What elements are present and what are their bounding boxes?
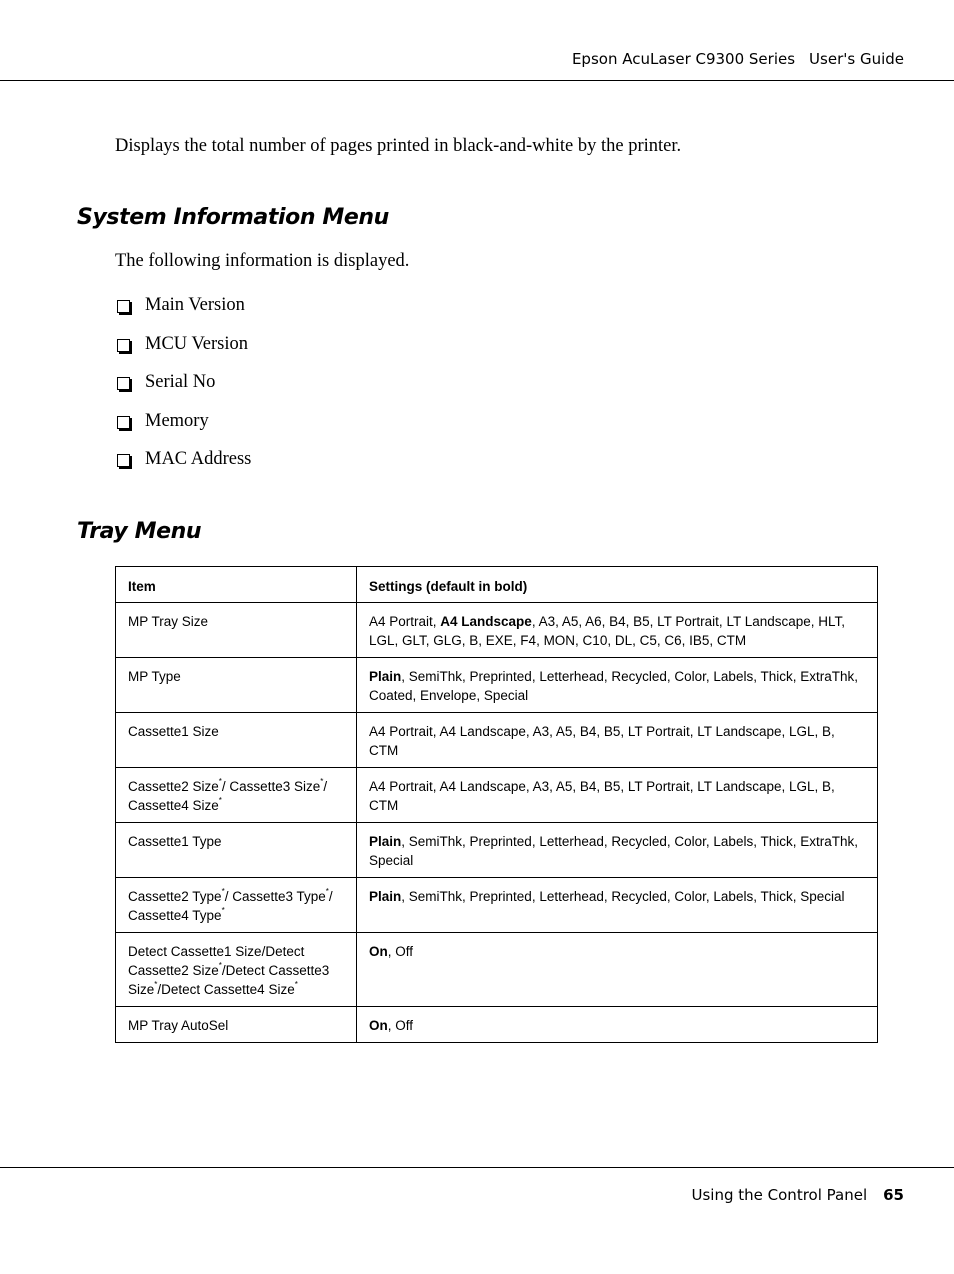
list-item-label: MCU Version	[145, 333, 248, 354]
item-cell: Cassette1 Type	[116, 823, 357, 878]
column-header-settings: Settings (default in bold)	[357, 567, 878, 603]
table-row	[116, 713, 878, 768]
item-cell: Cassette2 Type*/ Cassette3 Type*/ Cassette4 Type*	[116, 878, 357, 933]
header-rule	[0, 80, 954, 81]
page-number: 65	[883, 1186, 904, 1204]
system-information-intro: The following information is displayed.	[115, 251, 410, 271]
running-header	[572, 50, 904, 68]
item-cell: MP Type	[116, 658, 357, 713]
list-item	[115, 411, 251, 450]
checkbox-bullet-icon	[117, 300, 130, 313]
list-item	[115, 449, 251, 488]
list-item-label: MAC Address	[145, 449, 252, 469]
table-row	[116, 658, 878, 713]
list-item-label: Main Version	[145, 295, 245, 315]
item-cell: MP Tray Size	[116, 603, 357, 658]
checkbox-bullet-icon	[117, 416, 130, 429]
item-cell: Detect Cassette1 Size/Detect Cassette2 Size*/Detect Cassette3 Size*/Detect Cassette4 Size*	[116, 933, 357, 1007]
item-cell: Cassette2 Size*/ Cassette3 Size*/ Cassette4 Size*	[116, 768, 357, 823]
settings-cell: On, Off	[357, 1007, 878, 1043]
tray-menu-table	[115, 566, 878, 1043]
table-row	[116, 603, 878, 658]
item-cell: MP Tray AutoSel	[116, 1007, 357, 1043]
footer-rule	[0, 1167, 954, 1168]
table-row	[116, 933, 878, 1007]
list-item	[115, 334, 251, 373]
settings-cell: On, Off	[357, 933, 878, 1007]
tray-menu-heading: Tray Menu	[77, 519, 202, 544]
settings-cell: A4 Portrait, A4 Landscape, A3, A5, B4, B5, LT Portrait, LT Landscape, LGL, B, CTM	[357, 713, 878, 768]
table-row	[116, 1007, 878, 1043]
column-header-item: Item	[116, 567, 357, 603]
running-footer	[692, 1186, 904, 1204]
table-row	[116, 768, 878, 823]
item-cell: Cassette1 Size	[116, 713, 357, 768]
settings-cell: A4 Portrait, A4 Landscape, A3, A5, A6, B4, B5, LT Portrait, LT Landscape, HLT, LGL, GLT, GLG, B, EXE, F4, MON, C10, DL, C5, C6, IB5, CTM	[357, 603, 878, 658]
footer-section: Using the Control Panel	[691, 1186, 868, 1204]
list-item-label: Serial No	[145, 372, 216, 392]
list-item	[115, 372, 251, 411]
header-product: Epson AcuLaser C9300 Series	[571, 50, 796, 68]
intro-paragraph: Displays the total number of pages printed in black-and-white by the printer.	[115, 136, 682, 156]
checkbox-bullet-icon	[117, 339, 130, 352]
checkbox-bullet-icon	[117, 377, 130, 390]
settings-cell: Plain, SemiThk, Preprinted, Letterhead, Recycled, Color, Labels, Thick, ExtraThk, Coated, Envelope, Special	[357, 658, 878, 713]
table-row	[116, 823, 878, 878]
settings-cell: Plain, SemiThk, Preprinted, Letterhead, Recycled, Color, Labels, Thick, ExtraThk, Special	[357, 823, 878, 878]
system-information-heading: System Information Menu	[77, 205, 389, 230]
checkbox-bullet-icon	[117, 454, 130, 467]
settings-cell: A4 Portrait, A4 Landscape, A3, A5, B4, B5, LT Portrait, LT Landscape, LGL, B, CTM	[357, 768, 878, 823]
settings-cell: Plain, SemiThk, Preprinted, Letterhead, Recycled, Color, Labels, Thick, Special	[357, 878, 878, 933]
system-information-list	[115, 295, 251, 488]
table-header-row	[116, 567, 878, 603]
list-item-label: Memory	[145, 410, 209, 431]
list-item	[115, 295, 251, 334]
header-guide: User's Guide	[809, 50, 904, 68]
table-row	[116, 878, 878, 933]
